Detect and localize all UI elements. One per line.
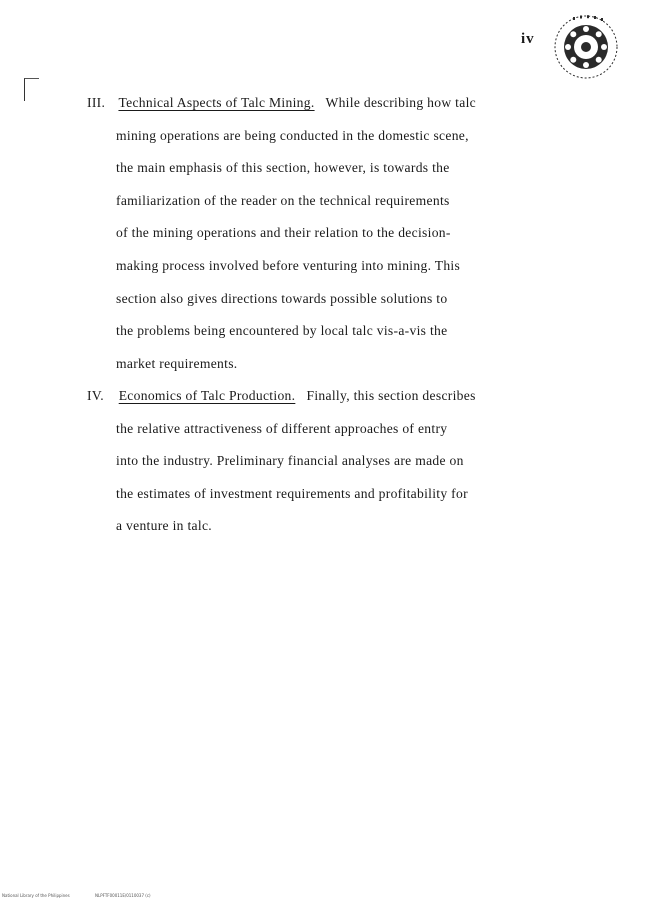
section-iv [87,380,587,543]
section-iv-first-line [87,380,587,413]
section-iv-heading: Economics of Talc Production. [118,388,296,403]
footer-library: National Library of the Philippines [2,893,70,898]
text-line: of the mining operations and their relation to the decision- [116,225,451,241]
text-line: familiarization of the reader on the technical requirements [116,192,450,208]
footer-code: NLPFTF00011E/0110037 (c) [95,893,151,898]
text-line: market requirements. [116,355,238,371]
text-line: the estimates of investment requirements and profitability for [116,485,468,501]
section-iii-first-line [87,87,587,120]
library-seal-icon [553,14,619,80]
section-iii-intro-text: While describing how talc [325,95,477,110]
section-iii [87,87,587,380]
scan-footer [2,893,175,898]
text-line: into the industry. Preliminary financial analyses are made on [116,453,464,469]
text-line: the main emphasis of this section, however, is towards the [116,160,450,176]
text-line: making process involved before venturing into mining. This [116,257,461,273]
margin-mark [24,78,39,101]
text-line: the relative attractiveness of different approaches of entry [116,420,448,436]
section-iv-intro-text: Finally, this section describes [306,388,476,403]
section-iv-numeral: IV. [87,388,104,403]
text-line: mining operations are being conducted in the domestic scene, [116,127,469,143]
section-iii-numeral: III. [87,95,106,110]
text-line: section also gives directions towards possible solutions to [116,290,448,306]
page-number: iv [521,31,535,47]
text-line: a venture in talc. [116,518,212,534]
section-iii-heading: Technical Aspects of Talc Mining. [118,95,315,110]
text-line: the problems being encountered by local talc vis-a-vis the [116,323,448,339]
